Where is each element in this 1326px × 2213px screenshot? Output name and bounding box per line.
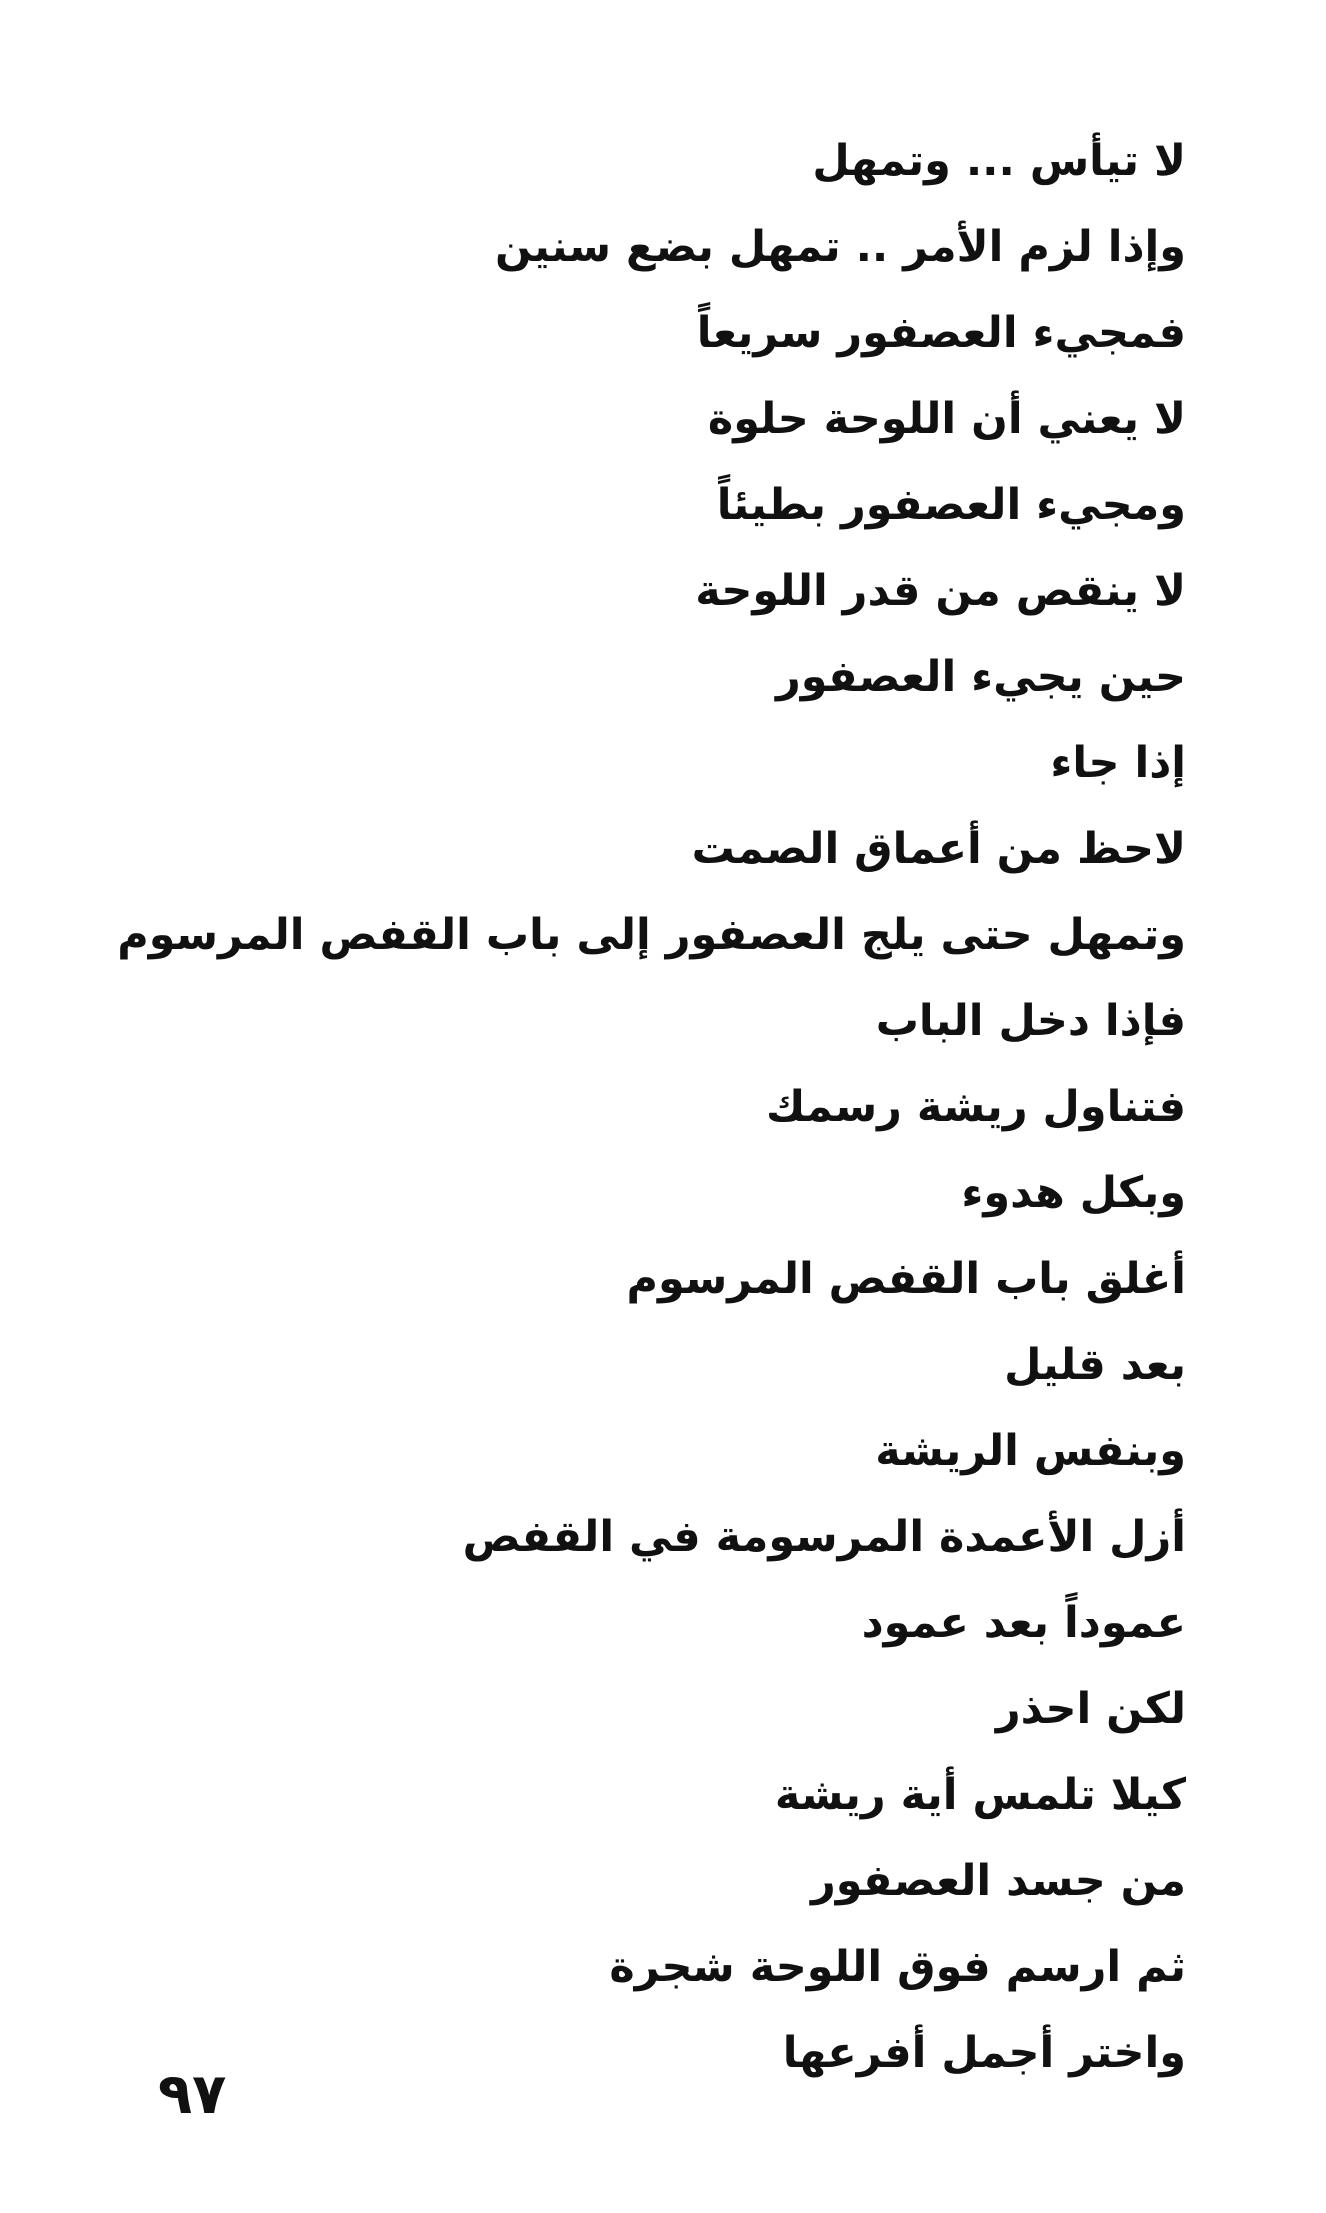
- poem-line: لا ينقص من قدر اللوحة: [695, 566, 1186, 616]
- page-number: ٩٧: [158, 2062, 227, 2127]
- poem-line: كيلا تلمس أية ريشة: [774, 1770, 1186, 1820]
- poem-line: لكن احذر: [995, 1684, 1186, 1734]
- poem-line: ومجيء العصفور بطيئاً: [716, 480, 1186, 530]
- poem-line: أغلق باب القفص المرسوم: [626, 1254, 1186, 1304]
- poem-line: وبنفس الريشة: [875, 1426, 1186, 1476]
- poem-line: عموداً بعد عمود: [861, 1598, 1186, 1648]
- poem-line: من جسد العصفور: [810, 1856, 1186, 1906]
- poem-line: فمجيء العصفور سريعاً: [696, 308, 1186, 358]
- poem-line: واختر أجمل أفرعها: [782, 2028, 1186, 2078]
- poem-line: وبكل هدوء: [961, 1168, 1186, 1218]
- poem-line: وإذا لزم الأمر .. تمهل بضع سنين: [494, 222, 1186, 272]
- poem-line: إذا جاء: [1050, 738, 1186, 788]
- poem-line: فإذا دخل الباب: [875, 996, 1186, 1046]
- poem-line: لا يعني أن اللوحة حلوة: [707, 394, 1186, 444]
- poem-line: لاحظ من أعماق الصمت: [691, 824, 1186, 874]
- poem-line: لا تيأس ... وتمهل: [812, 136, 1186, 186]
- poem-line: وتمهل حتى يلج العصفور إلى باب القفص المرسوم: [117, 910, 1186, 960]
- poem-line: أزل الأعمدة المرسومة في القفص: [462, 1512, 1186, 1562]
- poem-line: بعد قليل: [1004, 1340, 1186, 1390]
- poem-text: [117, 118, 1186, 2096]
- poem-line: فتناول ريشة رسمك: [765, 1082, 1186, 1132]
- poem-line: حين يجيء العصفور: [776, 652, 1186, 702]
- poem-line: ثم ارسم فوق اللوحة شجرة: [609, 1942, 1186, 1992]
